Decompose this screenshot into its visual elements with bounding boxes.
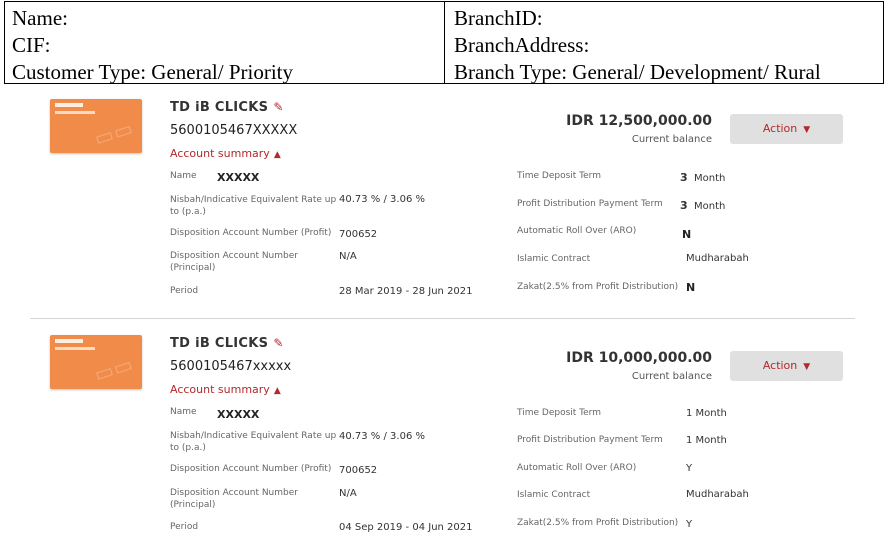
account-summary-toggle[interactable] [170,147,281,160]
disp-principal-value: N/A [339,251,357,262]
branch-id-label: BranchID: [454,6,543,30]
disp-principal-label [170,250,298,274]
name-value: XXXXX [217,171,260,184]
balance-amount: IDR 10,000,000.00 [566,350,712,366]
account-number: 5600105467xxxxx [170,359,292,374]
balance-amount: IDR 12,500,000.00 [566,113,712,129]
chevron-up-icon: ▲ [273,150,281,160]
nisbah-value: 40.73 % / 3.06 % [339,431,425,442]
product-name [170,336,284,351]
branch-info-column [445,2,883,83]
action-button[interactable] [730,351,843,381]
disp-profit-value: 700652 [339,229,378,240]
nisbah-label-line1: Nisbah/Indicative Equivalent Rate up [170,195,337,205]
disp-principal-label-line1: Disposition Account Number [170,488,298,498]
period-value: 04 Sep 2019 - 04 Jun 2021 [339,522,473,533]
term-number: 3 [680,171,688,184]
card-pattern-icon: ▭▭ [91,115,137,151]
product-label: TD iB CLICKS [170,336,269,351]
account-summary-label: Account summary [170,147,270,160]
name-value: XXXXX [217,408,260,421]
nisbah-label-line2: to (p.a.) [170,443,206,453]
disp-principal-label [170,487,298,511]
payment-term-unit: Month [694,201,726,212]
deposit-divider [30,318,855,319]
nisbah-label [170,194,336,218]
product-name [170,100,284,115]
contract-label: Islamic Contract [517,490,591,500]
time-deposit-card-image [50,335,142,389]
chevron-down-icon: ▼ [803,125,811,135]
edit-pencil-icon[interactable]: ✎ [273,100,284,114]
account-summary-label: Account summary [170,383,270,396]
term-unit: Month [694,173,726,184]
aro-value: N [682,228,692,241]
period-label: Period [170,286,199,296]
payment-term-value: 1 Month [686,435,727,446]
chevron-up-icon: ▲ [273,386,281,396]
account-number: 5600105467XXXXX [170,123,298,138]
nisbah-label-line1: Nisbah/Indicative Equivalent Rate up [170,431,337,441]
cif-label: CIF: [12,33,51,57]
name-field-label: Name [170,407,197,417]
aro-label: Automatic Roll Over (ARO) [517,463,637,473]
term-value: 1 Month [686,408,727,419]
customer-info-column [5,2,445,83]
branch-address-label: BranchAddress: [454,33,590,57]
disp-profit-label: Disposition Account Number (Profit) [170,464,332,474]
action-label: Action [762,122,798,135]
branch-type-label: Branch Type: General/ Development/ Rural [454,60,821,84]
product-label: TD iB CLICKS [170,100,269,115]
nisbah-label [170,430,336,454]
account-summary-toggle[interactable] [170,383,281,396]
disp-profit-label: Disposition Account Number (Profit) [170,228,332,238]
disp-principal-label-line2: (Principal) [170,263,216,273]
contract-label: Islamic Contract [517,254,591,264]
disp-principal-value: N/A [339,488,357,499]
zakat-value: N [686,281,696,294]
disp-principal-label-line1: Disposition Account Number [170,251,298,261]
term-label: Time Deposit Term [517,408,601,418]
name-label: Name: [12,6,68,30]
aro-value: Y [686,463,693,474]
term-label: Time Deposit Term [517,171,601,181]
current-balance-label: Current balance [631,371,712,382]
action-button[interactable] [730,114,843,144]
nisbah-value: 40.73 % / 3.06 % [339,194,425,205]
payment-term-number: 3 [680,199,688,212]
name-field-label: Name [170,171,197,181]
payment-term-label: Profit Distribution Payment Term [517,435,663,445]
period-value: 28 Mar 2019 - 28 Jun 2021 [339,286,473,297]
contract-value: Mudharabah [686,489,749,500]
disp-profit-value: 700652 [339,465,378,476]
edit-pencil-icon[interactable]: ✎ [273,336,284,350]
current-balance-label: Current balance [631,134,712,145]
aro-label: Automatic Roll Over (ARO) [517,226,637,236]
contract-value: Mudharabah [686,253,749,264]
zakat-value: Y [686,519,693,530]
period-label: Period [170,522,199,532]
time-deposit-card-image [50,99,142,153]
card-pattern-icon: ▭▭ [91,351,137,387]
payment-term-label: Profit Distribution Payment Term [517,199,663,209]
disp-principal-label-line2: (Principal) [170,500,216,510]
zakat-label: Zakat(2.5% from Profit Distribution) [517,282,679,292]
customer-type-label: Customer Type: General/ Priority [12,60,294,84]
nisbah-label-line2: to (p.a.) [170,207,206,217]
chevron-down-icon: ▼ [803,362,811,372]
action-label: Action [762,359,798,372]
zakat-label: Zakat(2.5% from Profit Distribution) [517,518,679,528]
term-value [680,171,725,184]
payment-term-value [680,199,725,212]
customer-info-table [4,1,884,84]
